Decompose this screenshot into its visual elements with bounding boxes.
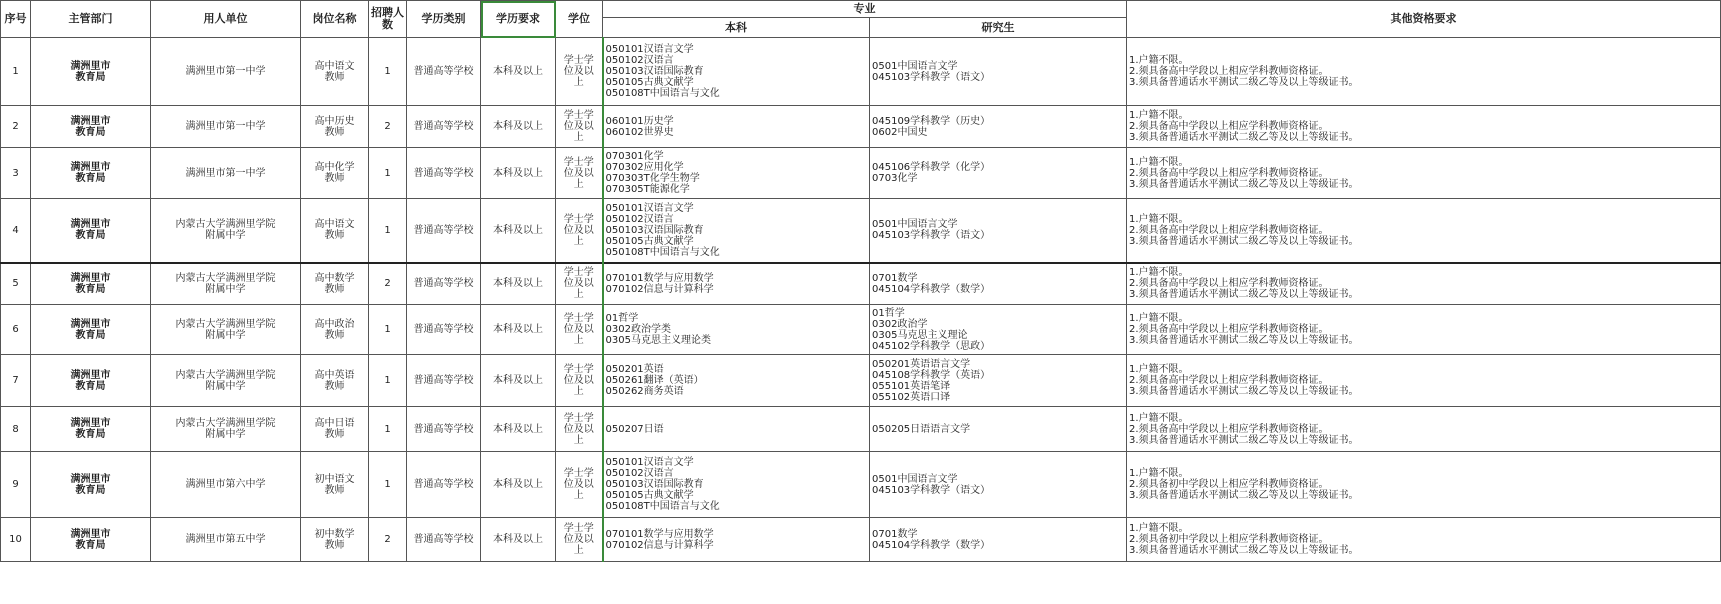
cell-edu-req[interactable]: 本科及以上 <box>481 148 556 199</box>
cell-grad[interactable]: 0701数学 045104学科教学（数学） <box>870 263 1127 305</box>
cell-edu-req[interactable]: 本科及以上 <box>481 452 556 518</box>
header-dept[interactable]: 主管部门 <box>31 1 151 38</box>
cell-other[interactable]: 1.户籍不限。 2.须具备高中学段以上相应学科教师资格证。 3.须具备普通话水平测试二级乙等及以上等级证书。 <box>1127 148 1721 199</box>
cell-edu-type[interactable]: 普通高等学校 <box>407 199 481 263</box>
cell-count[interactable]: 1 <box>369 305 407 355</box>
cell-dept[interactable]: 满洲里市 教育局 <box>31 518 151 562</box>
cell-count[interactable]: 1 <box>369 407 407 452</box>
cell-degree[interactable]: 学士学 位及以 上 <box>556 106 603 148</box>
cell-post[interactable]: 高中语文 教师 <box>301 38 369 106</box>
cell-count[interactable]: 2 <box>369 106 407 148</box>
table-row <box>1 38 1721 106</box>
cell-post[interactable]: 高中政治 教师 <box>301 305 369 355</box>
cell-unit[interactable]: 满洲里市第一中学 <box>151 148 301 199</box>
header-post[interactable]: 岗位名称 <box>301 1 369 38</box>
cell-grad[interactable]: 045106学科教学（化学） 0703化学 <box>870 148 1127 199</box>
header-seq[interactable]: 序号 <box>1 1 31 38</box>
table-row <box>1 106 1721 148</box>
cell-dept[interactable]: 满洲里市 教育局 <box>31 452 151 518</box>
table-row <box>1 148 1721 199</box>
cell-seq[interactable]: 6 <box>1 305 31 355</box>
cell-other[interactable]: 1.户籍不限。 2.须具备高中学段以上相应学科教师资格证。 3.须具备普通话水平测试二级乙等及以上等级证书。 <box>1127 305 1721 355</box>
cell-other[interactable]: 1.户籍不限。 2.须具备高中学段以上相应学科教师资格证。 3.须具备普通话水平测试二级乙等及以上等级证书。 <box>1127 106 1721 148</box>
cell-undergrad[interactable]: 050207日语 <box>603 407 870 452</box>
table-row <box>1 355 1721 407</box>
cell-degree[interactable]: 学士学 位及以 上 <box>556 263 603 305</box>
cell-edu-type[interactable]: 普通高等学校 <box>407 518 481 562</box>
cell-dept[interactable]: 满洲里市 教育局 <box>31 355 151 407</box>
cell-other[interactable]: 1.户籍不限。 2.须具备高中学段以上相应学科教师资格证。 3.须具备普通话水平测试二级乙等及以上等级证书。 <box>1127 355 1721 407</box>
table-row <box>1 452 1721 518</box>
cell-degree[interactable]: 学士学 位及以 上 <box>556 452 603 518</box>
cell-undergrad[interactable]: 070301化学 070302应用化学 070303T化学生物学 070305T能源化学 <box>603 148 870 199</box>
cell-dept[interactable]: 满洲里市 教育局 <box>31 38 151 106</box>
cell-seq[interactable]: 8 <box>1 407 31 452</box>
cell-dept[interactable]: 满洲里市 教育局 <box>31 407 151 452</box>
table-body <box>1 38 1721 562</box>
cell-grad[interactable]: 01哲学 0302政治学 0305马克思主义理论 045102学科教学（思政） <box>870 305 1127 355</box>
cell-edu-req[interactable]: 本科及以上 <box>481 407 556 452</box>
cell-edu-type[interactable]: 普通高等学校 <box>407 355 481 407</box>
cell-count[interactable]: 1 <box>369 38 407 106</box>
cell-degree[interactable]: 学士学 位及以 上 <box>556 518 603 562</box>
cell-unit[interactable]: 内蒙古大学满洲里学院 附属中学 <box>151 355 301 407</box>
cell-edu-req[interactable]: 本科及以上 <box>481 355 556 407</box>
table-row <box>1 263 1721 305</box>
table-row <box>1 305 1721 355</box>
cell-dept[interactable]: 满洲里市 教育局 <box>31 148 151 199</box>
header-major[interactable]: 专业 <box>603 1 1127 18</box>
cell-unit[interactable]: 内蒙古大学满洲里学院 附属中学 <box>151 199 301 263</box>
cell-degree[interactable]: 学士学 位及以 上 <box>556 305 603 355</box>
cell-edu-req[interactable]: 本科及以上 <box>481 305 556 355</box>
cell-edu-req[interactable]: 本科及以上 <box>481 518 556 562</box>
cell-post[interactable]: 高中日语 教师 <box>301 407 369 452</box>
cell-edu-req[interactable]: 本科及以上 <box>481 106 556 148</box>
cell-unit[interactable]: 内蒙古大学满洲里学院 附属中学 <box>151 305 301 355</box>
cell-unit[interactable]: 满洲里市第六中学 <box>151 452 301 518</box>
cell-undergrad[interactable]: 070101数学与应用数学 070102信息与计算科学 <box>603 518 870 562</box>
cell-seq[interactable]: 4 <box>1 199 31 263</box>
header-count[interactable]: 招聘人数 <box>369 1 407 38</box>
cell-count[interactable]: 2 <box>369 518 407 562</box>
cell-grad[interactable]: 050205日语语言文学 <box>870 407 1127 452</box>
cell-post[interactable]: 高中数学 教师 <box>301 263 369 305</box>
table-row <box>1 518 1721 562</box>
cell-other[interactable]: 1.户籍不限。 2.须具备高中学段以上相应学科教师资格证。 3.须具备普通话水平测试二级乙等及以上等级证书。 <box>1127 263 1721 305</box>
cell-undergrad[interactable]: 060101历史学 060102世界史 <box>603 106 870 148</box>
cell-post[interactable]: 高中英语 教师 <box>301 355 369 407</box>
cell-other[interactable]: 1.户籍不限。 2.须具备初中学段以上相应学科教师资格证。 3.须具备普通话水平测试二级乙等及以上等级证书。 <box>1127 452 1721 518</box>
cell-post[interactable]: 高中历史 教师 <box>301 106 369 148</box>
cell-unit[interactable]: 满洲里市第五中学 <box>151 518 301 562</box>
cell-degree[interactable]: 学士学 位及以 上 <box>556 148 603 199</box>
cell-seq[interactable]: 5 <box>1 263 31 305</box>
header-undergrad[interactable]: 本科 <box>603 18 870 38</box>
cell-grad[interactable]: 050201英语语言文学 045108学科教学（英语） 055101英语笔译 055102英语口译 <box>870 355 1127 407</box>
cell-undergrad[interactable]: 050101汉语言文学 050102汉语言 050103汉语国际教育 050105古典文献学 050108T中国语言与文化 <box>603 452 870 518</box>
cell-seq[interactable]: 1 <box>1 38 31 106</box>
header-edu-req[interactable]: 学历要求 <box>481 1 556 38</box>
cell-post[interactable]: 高中语文 教师 <box>301 199 369 263</box>
cell-seq[interactable]: 3 <box>1 148 31 199</box>
cell-post[interactable]: 初中数学 教师 <box>301 518 369 562</box>
cell-edu-type[interactable]: 普通高等学校 <box>407 38 481 106</box>
cell-undergrad[interactable]: 050101汉语言文学 050102汉语言 050103汉语国际教育 050105古典文献学 050108T中国语言与文化 <box>603 199 870 263</box>
cell-unit[interactable]: 满洲里市第一中学 <box>151 106 301 148</box>
cell-seq[interactable]: 9 <box>1 452 31 518</box>
cell-count[interactable]: 1 <box>369 199 407 263</box>
cell-edu-req[interactable]: 本科及以上 <box>481 263 556 305</box>
cell-other[interactable]: 1.户籍不限。 2.须具备高中学段以上相应学科教师资格证。 3.须具备普通话水平测试二级乙等及以上等级证书。 <box>1127 38 1721 106</box>
cell-undergrad[interactable]: 070101数学与应用数学 070102信息与计算科学 <box>603 263 870 305</box>
cell-count[interactable]: 1 <box>369 355 407 407</box>
cell-unit[interactable]: 内蒙古大学满洲里学院 附属中学 <box>151 263 301 305</box>
cell-seq[interactable]: 7 <box>1 355 31 407</box>
cell-edu-type[interactable]: 普通高等学校 <box>407 305 481 355</box>
cell-unit[interactable]: 满洲里市第一中学 <box>151 38 301 106</box>
cell-undergrad[interactable]: 050201英语 050261翻译（英语） 050262商务英语 <box>603 355 870 407</box>
cell-undergrad[interactable]: 01哲学 0302政治学类 0305马克思主义理论类 <box>603 305 870 355</box>
cell-degree[interactable]: 学士学 位及以 上 <box>556 355 603 407</box>
header-grad[interactable]: 研究生 <box>870 18 1127 38</box>
cell-dept[interactable]: 满洲里市 教育局 <box>31 199 151 263</box>
table-row <box>1 199 1721 263</box>
cell-dept[interactable]: 满洲里市 教育局 <box>31 106 151 148</box>
cell-degree[interactable]: 学士学 位及以 上 <box>556 407 603 452</box>
cell-undergrad[interactable]: 050101汉语言文学 050102汉语言 050103汉语国际教育 050105古典文献学 050108T中国语言与文化 <box>603 38 870 106</box>
cell-edu-type[interactable]: 普通高等学校 <box>407 263 481 305</box>
cell-edu-type[interactable]: 普通高等学校 <box>407 148 481 199</box>
table-row <box>1 407 1721 452</box>
cell-unit[interactable]: 内蒙古大学满洲里学院 附属中学 <box>151 407 301 452</box>
header-row-1 <box>1 1 1721 18</box>
cell-count[interactable]: 2 <box>369 263 407 305</box>
cell-dept[interactable]: 满洲里市 教育局 <box>31 305 151 355</box>
cell-grad[interactable]: 045109学科教学（历史） 0602中国史 <box>870 106 1127 148</box>
cell-edu-req[interactable]: 本科及以上 <box>481 199 556 263</box>
cell-degree[interactable]: 学士学 位及以 上 <box>556 199 603 263</box>
cell-grad[interactable]: 0501中国语言文学 045103学科教学（语文） <box>870 38 1127 106</box>
header-edu-type[interactable]: 学历类别 <box>407 1 481 38</box>
cell-edu-type[interactable]: 普通高等学校 <box>407 407 481 452</box>
cell-post[interactable]: 高中化学 教师 <box>301 148 369 199</box>
cell-count[interactable]: 1 <box>369 148 407 199</box>
cell-grad[interactable]: 0501中国语言文学 045103学科教学（语文） <box>870 199 1127 263</box>
cell-post[interactable]: 初中语文 教师 <box>301 452 369 518</box>
cell-count[interactable]: 1 <box>369 452 407 518</box>
cell-edu-type[interactable]: 普通高等学校 <box>407 452 481 518</box>
cell-dept[interactable]: 满洲里市 教育局 <box>31 263 151 305</box>
cell-edu-req[interactable]: 本科及以上 <box>481 38 556 106</box>
cell-grad[interactable]: 0501中国语言文学 045103学科教学（语文） <box>870 452 1127 518</box>
cell-seq[interactable]: 2 <box>1 106 31 148</box>
cell-other[interactable]: 1.户籍不限。 2.须具备初中学段以上相应学科教师资格证。 3.须具备普通话水平测试二级乙等及以上等级证书。 <box>1127 518 1721 562</box>
cell-seq[interactable]: 10 <box>1 518 31 562</box>
cell-edu-type[interactable]: 普通高等学校 <box>407 106 481 148</box>
header-degree[interactable]: 学位 <box>556 1 603 38</box>
cell-grad[interactable]: 0701数学 045104学科教学（数学） <box>870 518 1127 562</box>
cell-degree[interactable]: 学士学 位及以 上 <box>556 38 603 106</box>
cell-other[interactable]: 1.户籍不限。 2.须具备高中学段以上相应学科教师资格证。 3.须具备普通话水平测试二级乙等及以上等级证书。 <box>1127 199 1721 263</box>
header-other[interactable]: 其他资格要求 <box>1127 1 1721 38</box>
cell-other[interactable]: 1.户籍不限。 2.须具备高中学段以上相应学科教师资格证。 3.须具备普通话水平测试二级乙等及以上等级证书。 <box>1127 407 1721 452</box>
header-unit[interactable]: 用人单位 <box>151 1 301 38</box>
